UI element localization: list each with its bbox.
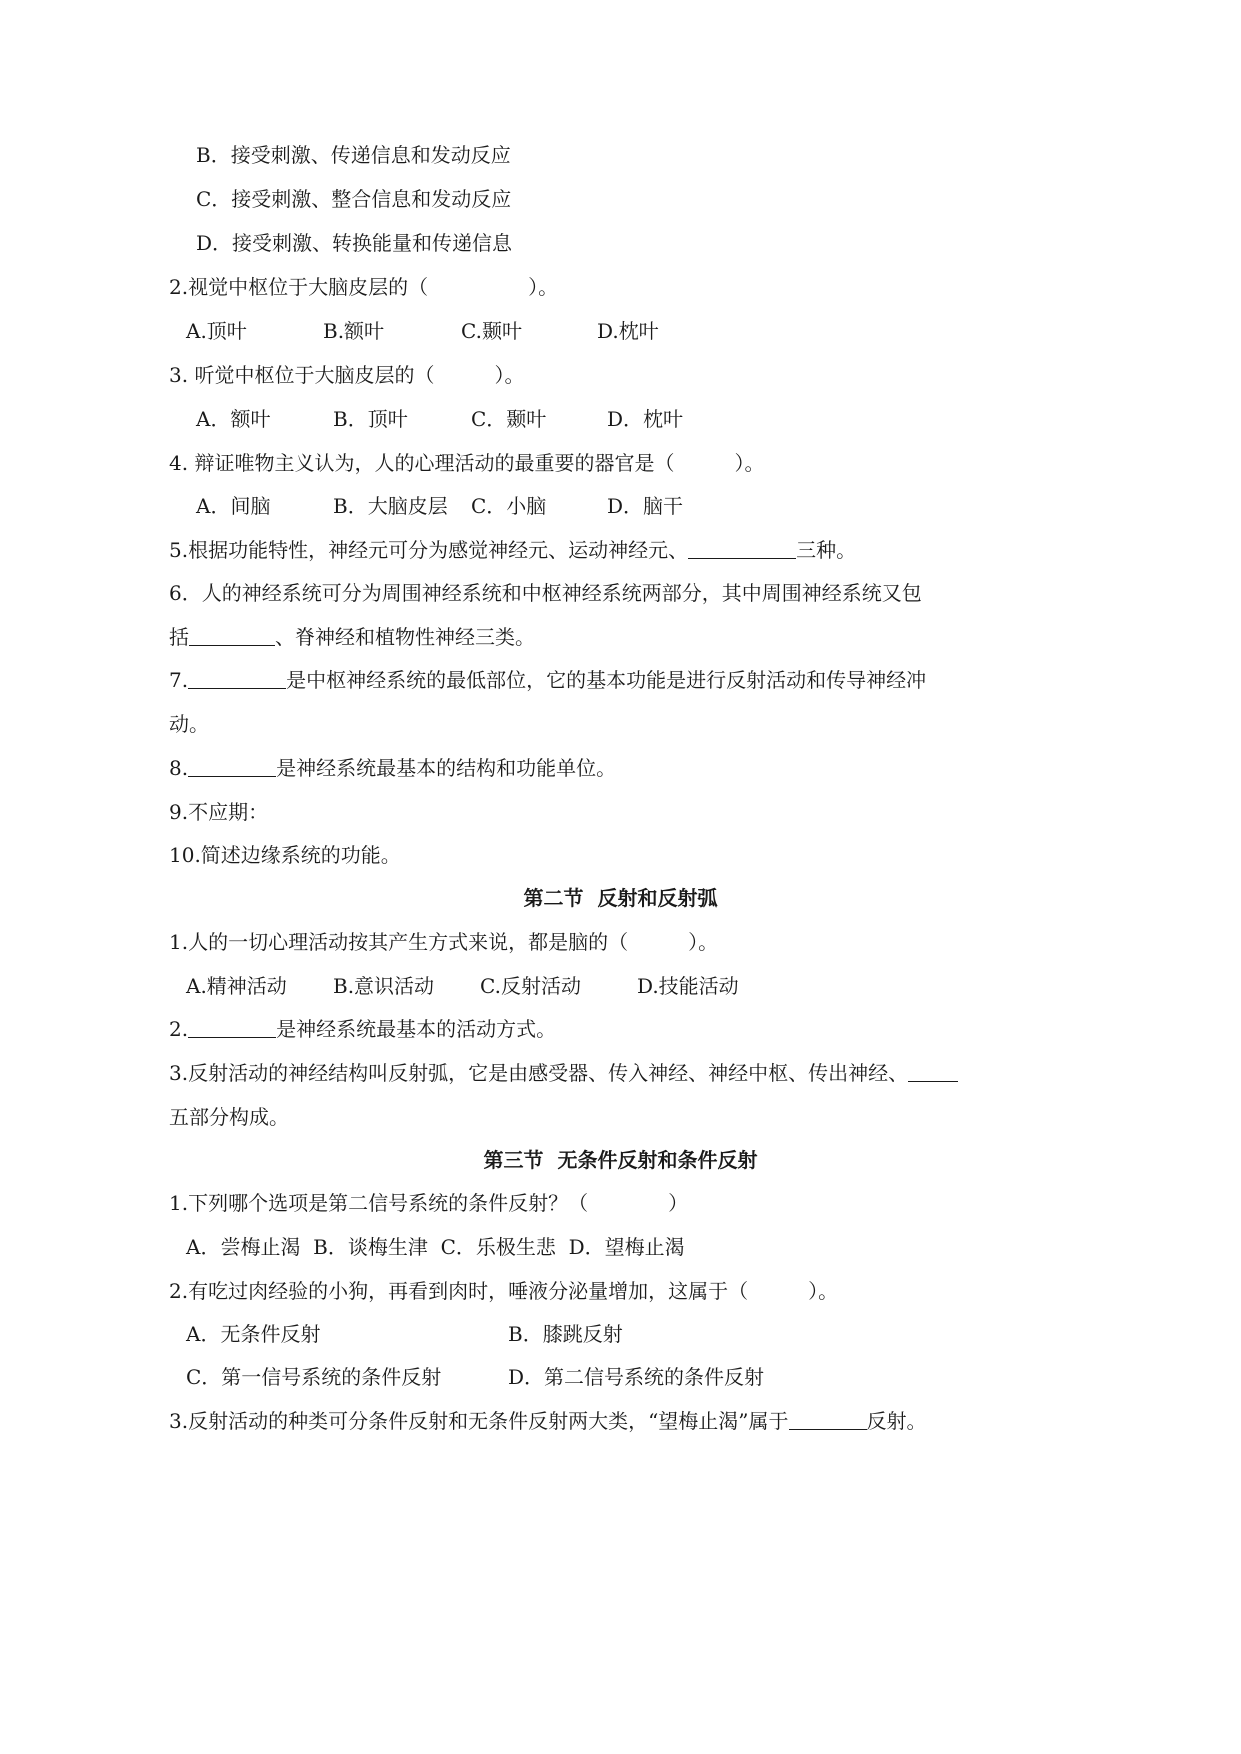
s1-q3-stem: 3. 听觉中枢位于大脑皮层的（ ）。 xyxy=(169,363,525,387)
q3-text-before: 3.反射活动的种类可分条件反射和无条件反射两大类，“望梅止渴”属于 xyxy=(169,1409,789,1433)
option-a: A.精神活动 xyxy=(186,974,287,998)
option-d: D．脑干 xyxy=(607,494,684,518)
q3-text-before: 3.反射活动的神经结构叫反射弧，它是由感受器、传入神经、神经中枢、传出神经、 xyxy=(169,1061,909,1085)
s1-q10: 10.简述边缘系统的功能。 xyxy=(169,843,401,867)
option-b: B．大脑皮层 xyxy=(333,494,448,518)
s3-q2-stem: 2.有吃过肉经验的小狗，再看到肉时，唾液分泌量增加，这属于（ ）。 xyxy=(169,1279,839,1303)
section-3-title: 第三节 无条件反射和条件反射 xyxy=(483,1148,758,1172)
option-c: C．小脑 xyxy=(471,494,547,518)
s2-q3-line1 xyxy=(169,1061,958,1085)
q3-text-after: 反射。 xyxy=(866,1409,927,1433)
s1-q7-line2: 动。 xyxy=(169,712,209,736)
option-a: A.顶叶 xyxy=(186,319,247,343)
option-c: C.反射活动 xyxy=(480,974,581,998)
s2-q2 xyxy=(169,1017,556,1041)
section-2-title: 第二节 反射和反射弧 xyxy=(523,886,718,910)
option-c: C.颞叶 xyxy=(461,319,522,343)
option-b: B．膝跳反射 xyxy=(508,1322,623,1346)
option-d: D．枕叶 xyxy=(607,407,684,431)
q7-text-after: 是中枢神经系统的最低部位，它的基本功能是进行反射活动和传导神经冲 xyxy=(286,668,927,692)
q6-text-before: 括 xyxy=(169,625,189,649)
answer-blank[interactable] xyxy=(188,756,276,777)
s1-q4-stem: 4. 辩证唯物主义认为，人的心理活动的最重要的器官是（ ）。 xyxy=(169,451,765,475)
q6-text-after: 、脊神经和植物性神经三类。 xyxy=(275,625,535,649)
s3-q2-options-row2 xyxy=(0,1365,1241,1389)
s1-q7-line1 xyxy=(169,668,926,692)
s2-q3-line2: 五部分构成。 xyxy=(169,1105,289,1129)
option-a: A．间脑 xyxy=(196,494,271,518)
option-b: B.意识活动 xyxy=(333,974,435,998)
s1-q6-line1: 6．人的神经系统可分为周围神经系统和中枢神经系统两部分，其中周围神经系统又包 xyxy=(169,581,922,605)
q7-text-before: 7. xyxy=(169,668,189,692)
option-d: D.技能活动 xyxy=(637,974,739,998)
s1-q2-stem: 2.视觉中枢位于大脑皮层的（ ）。 xyxy=(169,275,559,299)
s1-q5 xyxy=(169,538,856,562)
q8-text-before: 8. xyxy=(169,756,189,780)
s2-q1-stem: 1.人的一切心理活动按其产生方式来说，都是脑的（ ）。 xyxy=(169,930,719,954)
s3-q1-stem: 1.下列哪个选项是第二信号系统的条件反射？（ ） xyxy=(169,1191,689,1215)
q8-text-after: 是神经系统最基本的结构和功能单位。 xyxy=(276,756,617,780)
s3-q3 xyxy=(169,1409,927,1433)
option-c: C．第一信号系统的条件反射 xyxy=(186,1365,442,1389)
s2-q1-options xyxy=(0,974,1241,998)
q1-option-d: D．接受刺激、转换能量和传递信息 xyxy=(196,231,513,255)
s1-q4-options xyxy=(0,494,1241,518)
option-d: D．第二信号系统的条件反射 xyxy=(508,1365,765,1389)
s1-q3-options xyxy=(0,407,1241,431)
answer-blank[interactable] xyxy=(908,1061,958,1082)
answer-blank[interactable] xyxy=(688,538,796,559)
option-a: A．无条件反射 xyxy=(186,1322,321,1346)
answer-blank[interactable] xyxy=(188,1017,276,1038)
q1-option-b: B．接受刺激、传递信息和发动反应 xyxy=(196,143,511,167)
s3-q1-options: A．尝梅止渴 B．谈梅生津 C．乐极生悲 D．望梅止渴 xyxy=(186,1235,685,1259)
answer-blank[interactable] xyxy=(189,625,275,646)
option-a: A．额叶 xyxy=(196,407,271,431)
q5-text-before: 5.根据功能特性，神经元可分为感觉神经元、运动神经元、 xyxy=(169,538,689,562)
option-b: B.额叶 xyxy=(323,319,385,343)
q1-option-c: C．接受刺激、整合信息和发动反应 xyxy=(196,187,512,211)
q5-text-after: 三种。 xyxy=(796,538,857,562)
q2-text-before: 2. xyxy=(169,1017,189,1041)
s1-q2-options xyxy=(0,319,1241,343)
s3-q2-options-row1 xyxy=(0,1322,1241,1346)
s1-q9: 9.不应期： xyxy=(169,800,269,824)
option-c: C．颞叶 xyxy=(471,407,547,431)
option-b: B．顶叶 xyxy=(333,407,408,431)
option-d: D.枕叶 xyxy=(597,319,659,343)
q2-text-after: 是神经系统最基本的活动方式。 xyxy=(276,1017,557,1041)
answer-blank[interactable] xyxy=(789,1409,867,1430)
answer-blank[interactable] xyxy=(188,668,286,689)
s1-q6-line2 xyxy=(169,625,535,649)
s1-q8 xyxy=(169,756,616,780)
